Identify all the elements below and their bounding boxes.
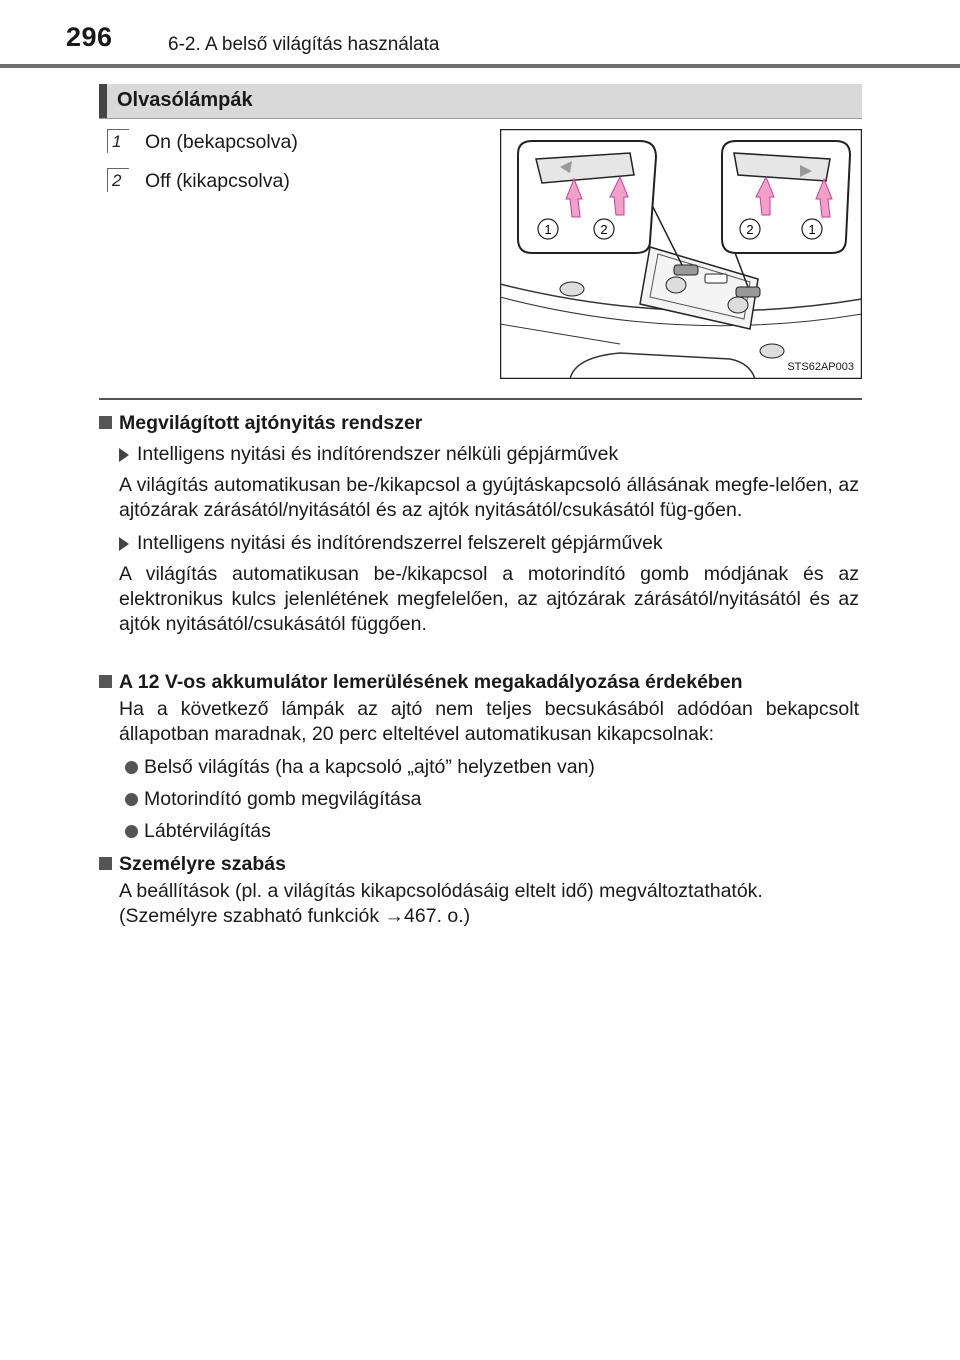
battery-text: Ha a következő lámpák az ajtó nem teljes becsukásából adódóan bekapcsolt állapotban maradnak, 20 perc elteltével automatikusan kikapcsolnak: (119, 698, 859, 745)
variant-with-smart-key-text: A világítás automatikusan be-/kikapcsol a motorindító gomb módjának és az elektronikus kulcs jelenlétének megfelelően, az ajtózárak zárásától/nyitásától és az ajtók nyitásától/csukásától függően. (119, 563, 859, 635)
item-text: Off (kikapcsolva) (145, 170, 290, 192)
header-rule (0, 64, 960, 68)
heading-text: Személyre szabás (119, 853, 286, 875)
heading-text: Megvilágított ajtónyitás rendszer (119, 412, 423, 434)
heading-text: A 12 V-os akkumulátor lemerülésének megakadályozása érdekében (119, 671, 743, 693)
reading-lamp-illustration (500, 129, 862, 379)
section-rule (99, 118, 862, 119)
right-callout-label-2: 2 (746, 222, 754, 237)
chapter-title: 6-2. A belső világítás használata (168, 34, 440, 55)
reading-lamp-figure (500, 129, 862, 379)
variant-text: Intelligens nyitási és indítórendszerrel felszerelt gépjárművek (137, 532, 663, 554)
variant-without-smart-key (99, 442, 859, 467)
section-marker (99, 84, 107, 118)
number-badge: 2 (107, 168, 129, 192)
left-callout-label-1: 1 (544, 222, 552, 237)
battery-section (99, 670, 859, 844)
item-text: On (bekapcsolva) (145, 131, 298, 153)
triangle-arrow-icon (119, 537, 129, 551)
round-bullet-icon (125, 825, 138, 838)
triangle-arrow-icon (119, 448, 129, 462)
list-item (99, 755, 859, 780)
section-divider (99, 398, 862, 400)
right-lamp-lens (728, 297, 748, 313)
variant-without-smart-key-text: A világítás automatikusan be-/kikapcsol a gyújtáskapcsoló állásának megfe-lelően, az ajtózárak zárásától/nyitásától és az ajtók nyitásától/csukásától füg-gően. (119, 474, 859, 521)
reference-arrow-icon: → (384, 905, 405, 927)
page-number: 296 (66, 22, 113, 52)
customization-section (99, 852, 859, 929)
square-bullet-icon (99, 416, 112, 429)
list-item-text: Lábtérvilágítás (144, 820, 271, 842)
number-badge: 1 (107, 129, 129, 153)
list-item-text: Motorindító gomb megvilágítása (144, 788, 422, 810)
variant-text: Intelligens nyitási és indítórendszer nélküli gépjárművek (137, 443, 619, 465)
list-item (99, 787, 859, 812)
round-bullet-icon (125, 793, 138, 806)
reference-prefix: (Személyre szabható funkciók (119, 905, 385, 927)
square-bullet-icon (99, 675, 112, 688)
right-callout-label-1: 1 (808, 222, 816, 237)
figure-code: STS62AP003 (787, 361, 854, 373)
door-lighting-heading (99, 411, 859, 436)
section-title: Olvasólámpák (117, 89, 253, 111)
customization-text-2 (99, 904, 859, 929)
page-reference-link[interactable]: 467. o.) (404, 905, 471, 927)
left-lamp-switch (674, 265, 698, 275)
square-bullet-icon (99, 857, 112, 870)
left-lamp-lens (666, 277, 686, 293)
door-lighting-section (99, 411, 859, 637)
customization-heading (99, 852, 859, 877)
customization-text-1: A beállítások (pl. a világítás kikapcsolódásáig eltelt idő) megváltoztathatók. (119, 880, 763, 902)
section-title-bar (99, 84, 862, 118)
battery-heading (99, 670, 859, 695)
list-item (99, 819, 859, 844)
round-bullet-icon (125, 761, 138, 774)
left-callout-label-2: 2 (600, 222, 608, 237)
variant-with-smart-key (99, 531, 859, 556)
list-item-text: Belső világítás (ha a kapcsoló „ajtó” helyzetben van) (144, 756, 595, 778)
right-lamp-switch (736, 287, 760, 297)
